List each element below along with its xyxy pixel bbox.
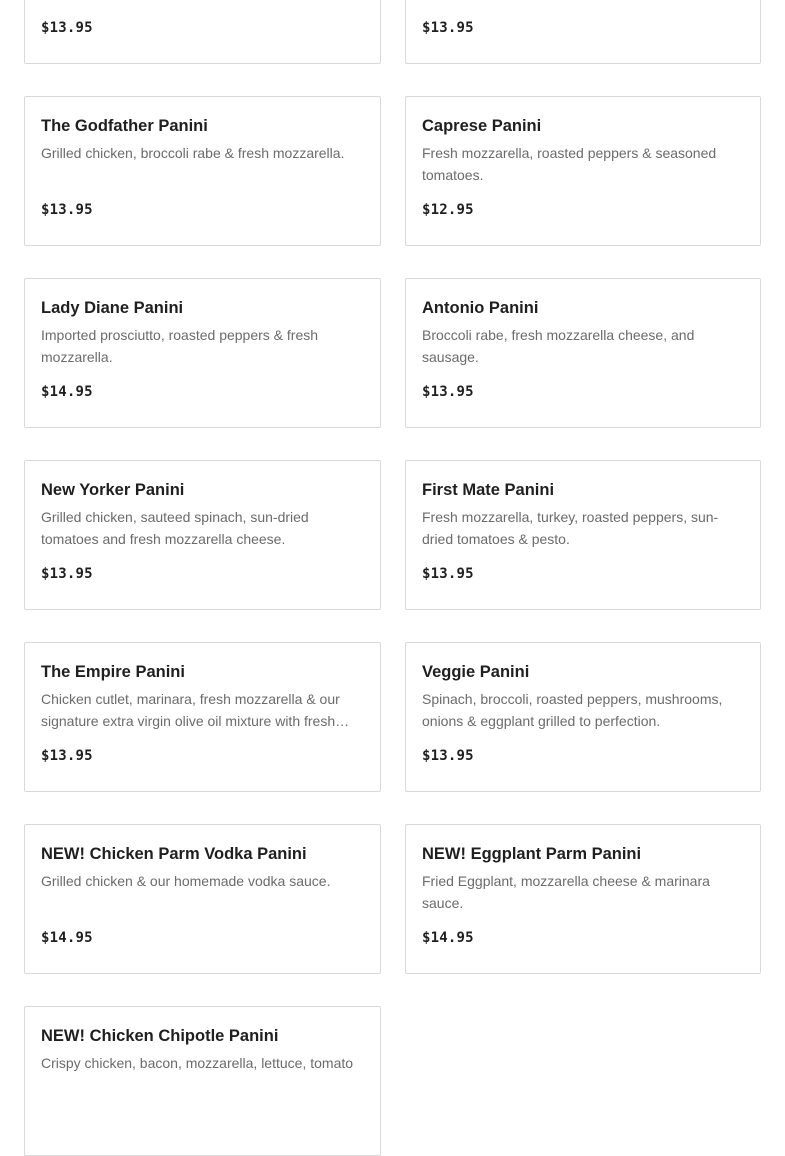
menu-item-price: $14.95: [422, 930, 474, 946]
menu-item-card[interactable]: [24, 642, 381, 792]
menu-item-name: First Mate Panini: [422, 481, 555, 499]
menu-item-description: Crispy chicken, bacon, mozzarella, lettuce, tomato: [41, 1055, 354, 1071]
menu-item-name: The Godfather Panini: [41, 117, 208, 135]
menu-item-card[interactable]: [405, 642, 761, 792]
menu-item-card[interactable]: [405, 96, 761, 246]
menu-item-card[interactable]: [405, 824, 761, 974]
menu-item-card[interactable]: [24, 824, 381, 974]
menu-item-description: Grilled chicken, broccoli rabe & fresh mozzarella.: [41, 145, 345, 161]
menu-item-price: $14.95: [41, 384, 93, 400]
menu-item-description: Fresh mozzarella, turkey, roasted peppers, sun-dried tomatoes & pesto.: [422, 509, 719, 547]
menu-item-price: $13.95: [422, 384, 474, 400]
menu-item-name: Antonio Panini: [422, 299, 539, 317]
menu-item-name: Veggie Panini: [422, 663, 530, 681]
menu-item-description: Fresh mozzarella, roasted peppers & seasoned tomatoes.: [422, 145, 717, 183]
menu-item-description: Grilled chicken & our homemade vodka sauce.: [41, 873, 331, 889]
menu-item-description: Fried Eggplant, mozzarella cheese & marinara sauce.: [422, 873, 710, 911]
menu-item-price: $13.95: [41, 748, 93, 764]
menu-item-price: $13.95: [422, 748, 474, 764]
menu-item-price: $13.95: [41, 566, 93, 582]
menu-item-price: $13.95: [422, 566, 474, 582]
menu-item-card[interactable]: [24, 1006, 381, 1156]
menu-item-card[interactable]: [405, 460, 761, 610]
menu-item-description: Imported prosciutto, roasted peppers & fresh mozzarella.: [41, 327, 319, 365]
menu-item-price: $13.95: [41, 202, 93, 218]
menu-item-price: $13.95: [422, 20, 474, 36]
menu-item-name: The Empire Panini: [41, 663, 185, 681]
menu-item-price: $13.95: [41, 20, 93, 36]
menu-item-card[interactable]: [24, 96, 381, 246]
menu-item-grid: [24, 0, 761, 1156]
menu-item-description: Spinach, broccoli, roasted peppers, mushrooms, onions & eggplant grilled to perfection.: [422, 691, 723, 729]
menu-item-price: $14.95: [41, 930, 93, 946]
menu-item-name: New Yorker Panini: [41, 481, 185, 499]
menu-item-card[interactable]: [24, 278, 381, 428]
menu-item-price: $12.95: [422, 202, 474, 218]
menu-item-card[interactable]: [24, 460, 381, 610]
menu-item-description: Broccoli rabe, fresh mozzarella cheese, and sausage.: [422, 327, 695, 365]
menu-item-name: Lady Diane Panini: [41, 299, 184, 317]
menu-item-description: Grilled chicken, sauteed spinach, sun-dried tomatoes and fresh mozzarella cheese.: [41, 509, 309, 547]
menu-item-description: Chicken cutlet, marinara, fresh mozzarella & our signature extra virgin olive oil mixture with fresh…: [41, 691, 350, 729]
menu-item-card[interactable]: [405, 0, 761, 64]
menu-item-name: NEW! Chicken Parm Vodka Panini: [41, 845, 307, 863]
menu-item-name: NEW! Chicken Chipotle Panini: [41, 1027, 279, 1045]
menu-item-card[interactable]: [405, 278, 761, 428]
menu-item-name: Caprese Panini: [422, 117, 542, 135]
menu-item-name: NEW! Eggplant Parm Panini: [422, 845, 642, 863]
menu-item-card[interactable]: [24, 0, 381, 64]
